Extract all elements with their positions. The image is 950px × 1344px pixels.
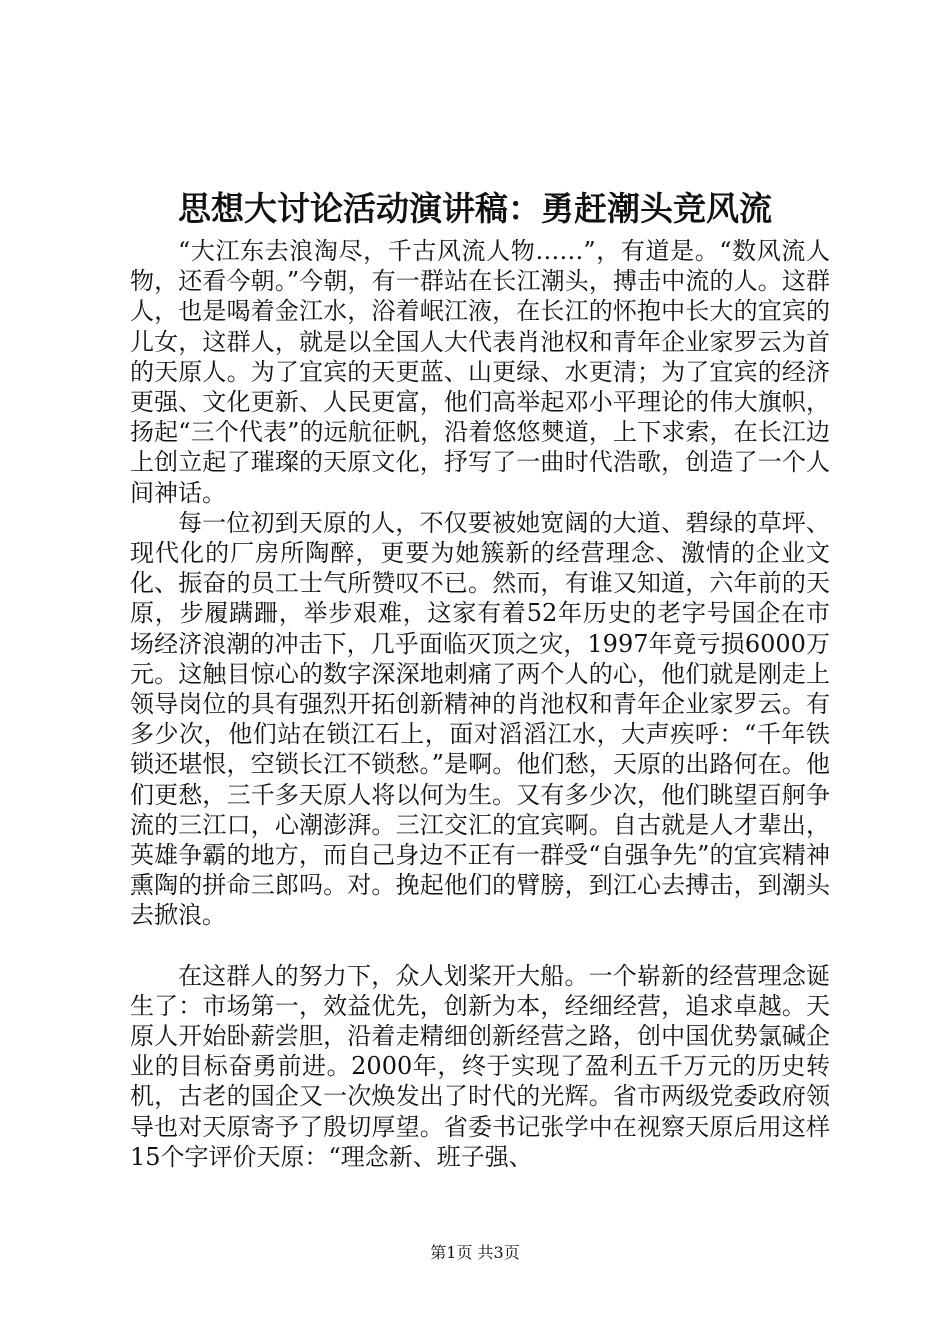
paragraph-1: “大江东去浪淘尽，千古风流人物……”，有道是。“数风流人物，还看今朝。”今朝，有一群站在长江潮头，搏击中流的人。这群人，也是喝着金江水，浴着岷江液，在长江的怀抱中长大的宜宾的儿女，这群人，就是以全国人大代表肖池权和青年企业家罗云为首的天原人。为了宜宾的天更蓝、山更绿、水更清；为了宜宾的经济更强、文化更新、人民更富，他们高举起邓小平理论的伟大旗帜，扬起“三个代表”的远航征帆，沿着悠悠僰道，上下求索，在长江边上创立起了璀璨的天原文化，抒写了一曲时代浩歌，创造了一个人间神话。 (130, 237, 830, 507)
document-title: 思想大讨论活动演讲稿：勇赶潮头竞风流 (178, 189, 772, 228)
paragraph-2: 每一位初到天原的人，不仅要被她宽阔的大道、碧绿的草坪、现代化的厂房所陶醉，更要为她簇新的经营理念、激情的企业文化、振奋的员工士气所赞叹不已。然而，有谁又知道，六年前的天原，步履蹒跚，举步艰难，这家有着52年历史的老字号国企在市场经济浪潮的冲击下，几乎面临灭顶之灾，1997年竟亏损6000万元。这触目惊心的数字深深地刺痛了两个人的心，他们就是刚走上领导岗位的具有强烈开拓创新精神的肖池权和青年企业家罗云。有多少次，他们站在锁江石上，面对滔滔江水，大声疾呼：“千年铁锁还堪恨，空锁长江不锁愁。”是啊。他们愁，天原的出路何在。他们更愁，三千多天原人将以何为生。又有多少次，他们眺望百舸争流的三江口，心潮澎湃。三江交汇的宜宾啊。自古就是人才辈出，英雄争霸的地方，而自己身边不正有一群受“自强争先”的宜宾精神熏陶的拼命三郎吗。对。挽起他们的臂膀，到江心去搏击，到潮头去掀浪。 (130, 508, 830, 930)
page-footer: 第1页 共3页 (430, 1243, 520, 1262)
paragraph-3: 在这群人的努力下，众人划桨开大船。一个崭新的经营理念诞生了：市场第一，效益优先，创新为本，经细经营，追求卓越。天原人开始卧薪尝胆，沿着走精细创新经营之路，创中国优势氯碱企业的目标奋勇前进。2000年，终于实现了盈利五千万元的历史转机，古老的国企又一次焕发出了时代的光辉。省市两级党委政府领导也对天原寄予了殷切厚望。省委书记张学中在视察天原后用这样15个字评价天原：“理念新、班子强、 (130, 961, 830, 1171)
document-body (130, 236, 830, 1172)
